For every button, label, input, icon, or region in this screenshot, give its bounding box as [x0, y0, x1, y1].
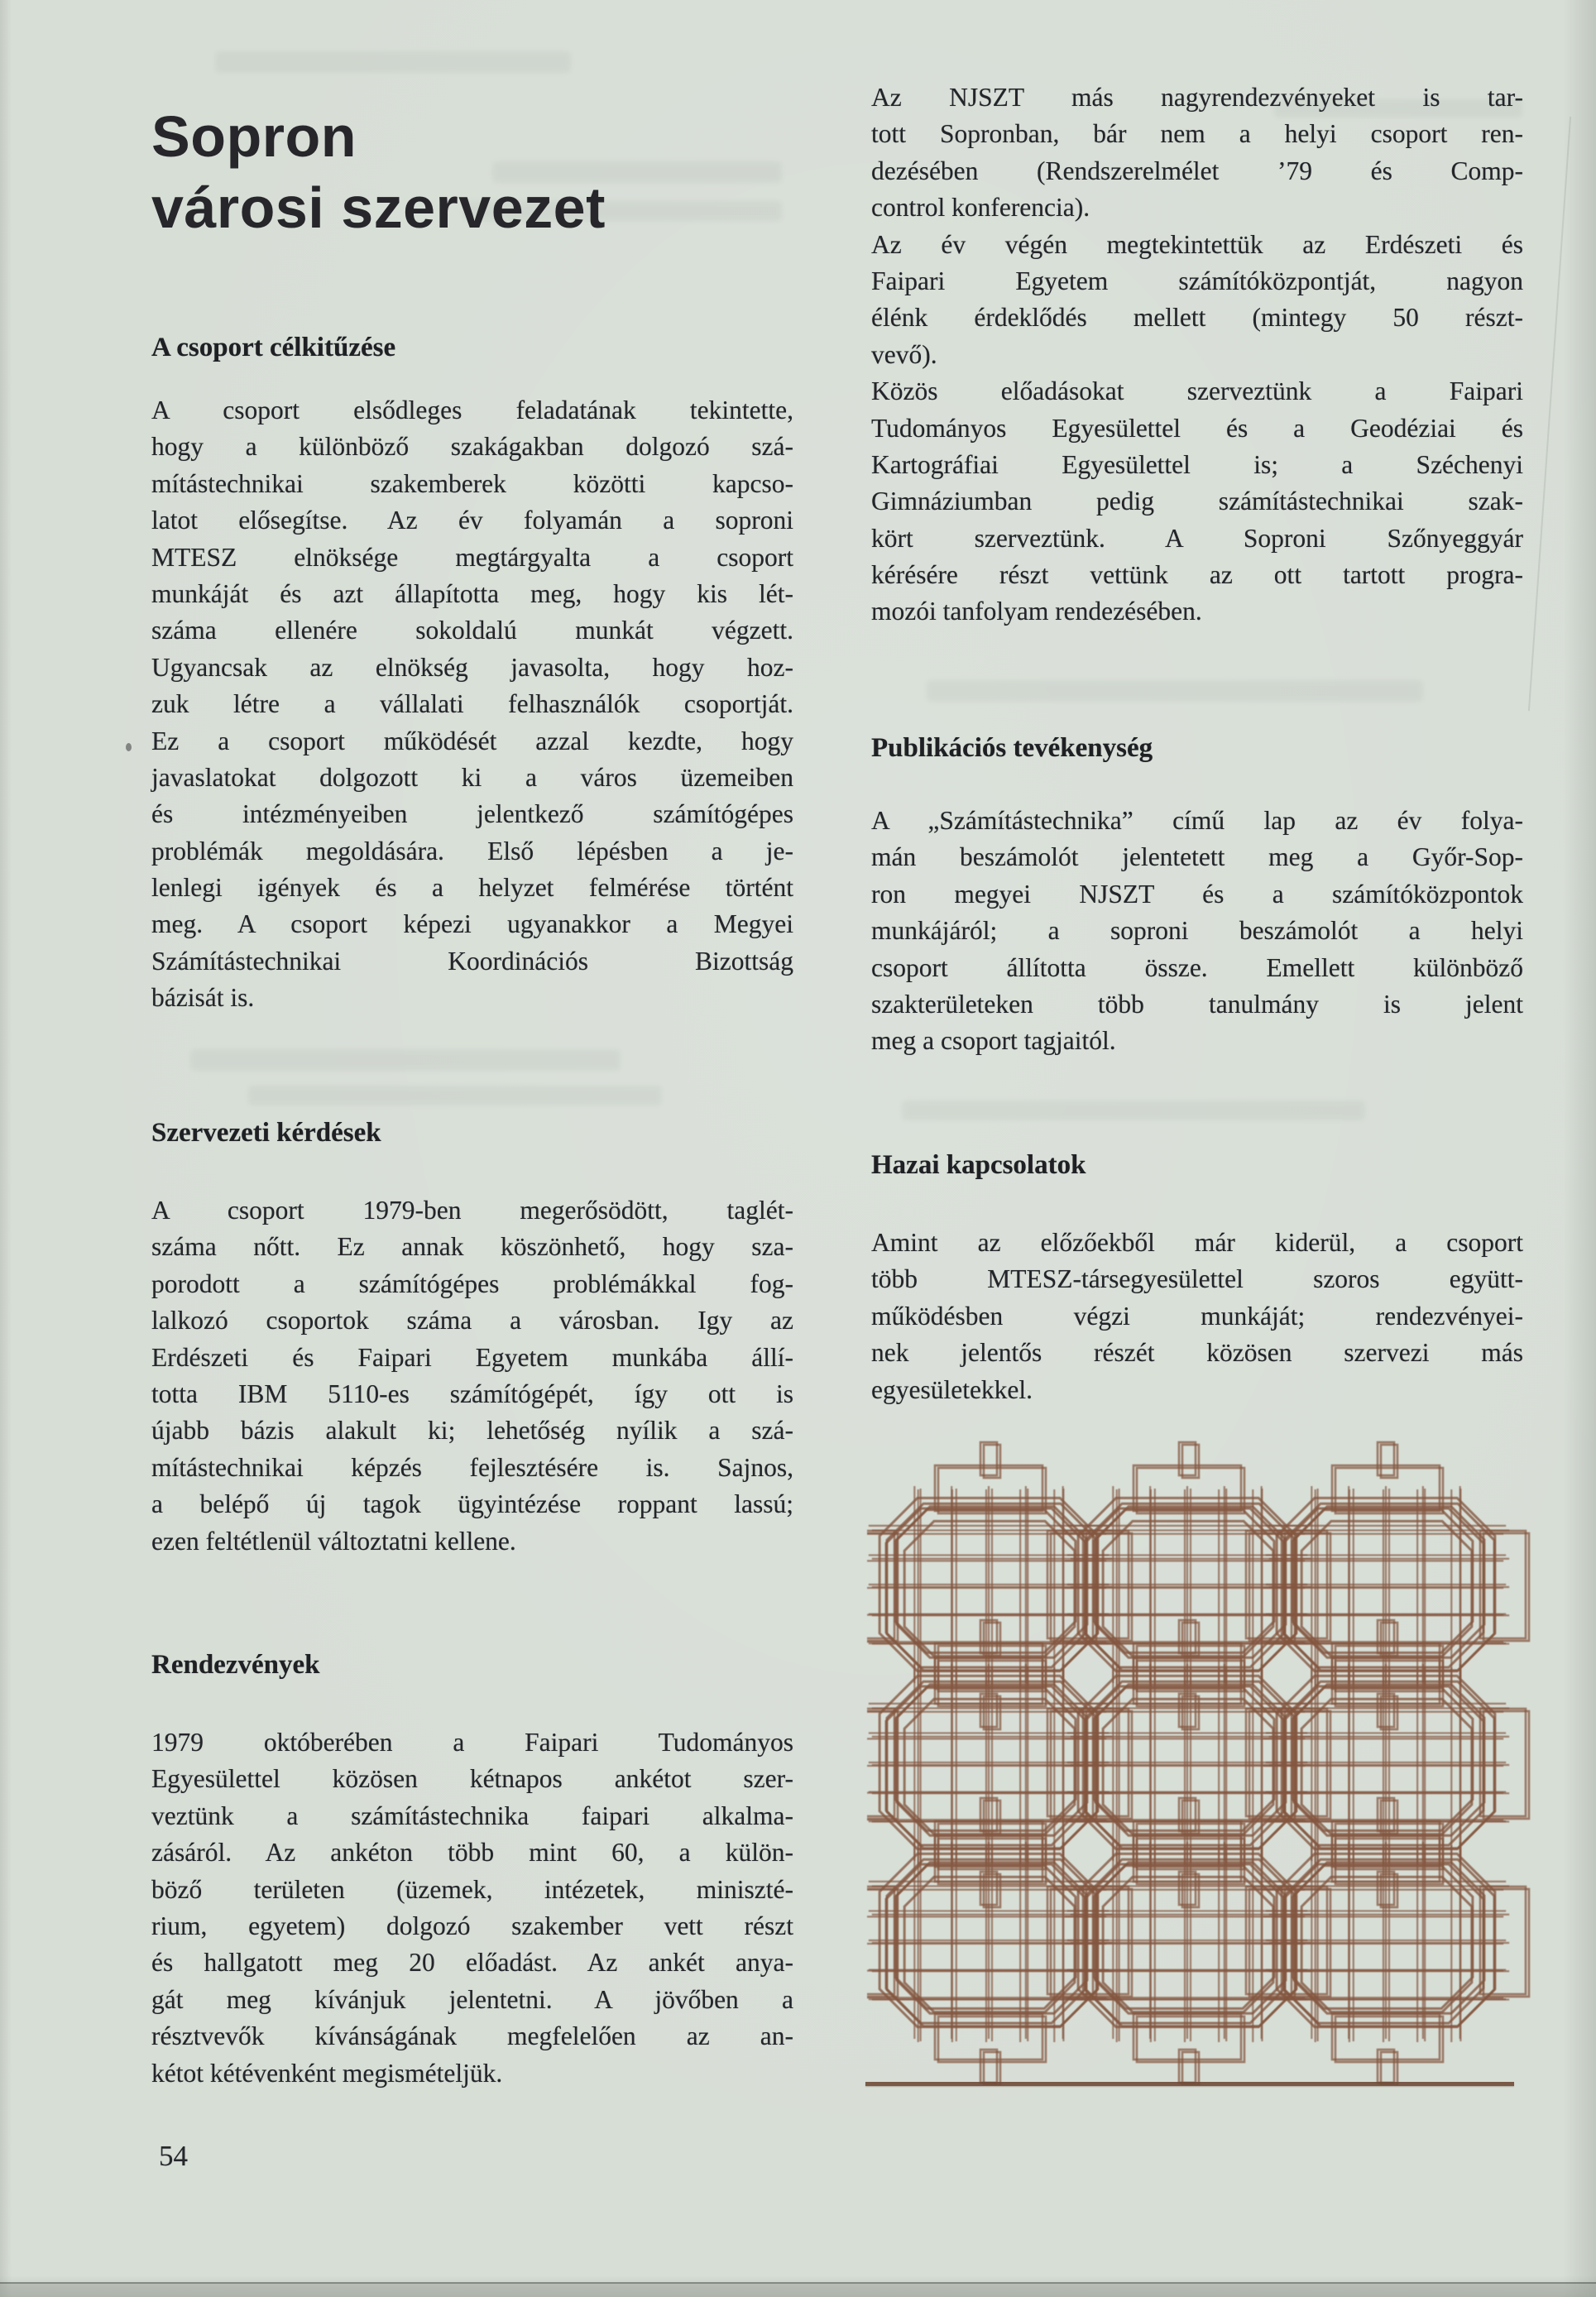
paragraph: [151, 392, 793, 1017]
text-line: javaslatokat dolgozott ki a város üzemeiben: [151, 762, 793, 792]
paragraph: [871, 227, 1523, 374]
bleed-through-smudge: [190, 1049, 621, 1071]
text-line: Közös előadásokat szerveztünk a Faipari: [871, 376, 1523, 406]
text-line: mítástechnikai képzés fejlesztésére is. Sajnos,: [151, 1452, 793, 1482]
bottom-rule: [865, 2082, 1514, 2086]
section-heading-rendezvenyek: Rendezvények: [151, 1650, 320, 1680]
text-line: mozói tanfolyam rendezésében.: [871, 597, 1202, 626]
paragraph: [871, 803, 1523, 1060]
text-line: zuk létre a vállalati felhasználók csoportját.: [151, 689, 793, 719]
text-line: Amint az előzőekből már kiderül, a csoport: [871, 1228, 1523, 1257]
text-line: több MTESZ-társegyesülettel szoros együtt-: [871, 1264, 1523, 1294]
text-line: mán beszámolót jelentetett meg a Győr-Sop-: [871, 842, 1523, 872]
text-line: a belépő új tagok ügyintézése roppant lassú;: [151, 1489, 793, 1519]
section-heading-hazai: Hazai kapcsolatok: [871, 1150, 1086, 1180]
text-line: Kartográfiai Egyesülettel is; a Széchenyi: [871, 449, 1523, 479]
text-line: nek jelentős részét közösen szervezi más: [871, 1338, 1523, 1368]
text-line: meg a csoport tagjaitól.: [871, 1026, 1116, 1056]
text-line: Az év végén megtekintettük az Erdészeti és: [871, 229, 1523, 259]
text-line: szakterületeken több tanulmány is jelent: [871, 989, 1523, 1019]
text-line: A csoport elsődleges feladatának tekintette,: [151, 396, 793, 424]
paper-scratch: [1528, 117, 1571, 711]
text-line: control konferencia).: [871, 193, 1090, 223]
bleed-through-smudge: [248, 1086, 662, 1105]
plotter-art-pattern: [867, 1438, 1537, 2085]
text-line: bázisát is.: [151, 983, 255, 1013]
text-line: veztünk a számítástechnika faipari alkalma-: [151, 1801, 793, 1830]
text-line: ezen feltétlenül változtatni kellene.: [151, 1526, 516, 1556]
text-line: Ez a csoport működését azzal kezdte, hogy: [151, 726, 793, 755]
bleed-through-smudge: [902, 1101, 1365, 1120]
paragraph: [871, 373, 1523, 631]
text-line: 1979 októberében a Faipari Tudományos: [151, 1728, 793, 1757]
text-line: tott Sopronban, bár nem a helyi csoport ren-: [871, 119, 1523, 149]
text-line: ron megyei NJSZT és a számítóközpontok: [871, 879, 1523, 909]
text-line: Számítástechnikai Koordinációs Bizottság: [151, 946, 793, 976]
text-line: lalkozó csoportok száma a városban. Igy az: [151, 1306, 793, 1336]
text-line: csoport állította össze. Emellett különböző: [871, 952, 1523, 982]
article-title-line: városi szervezet: [151, 175, 606, 240]
text-line: kérésére részt vettünk az ott tartott progra-: [871, 560, 1523, 590]
text-line: Egyesülettel közösen kétnapos ankétot szer-: [151, 1764, 793, 1794]
text-line: újabb bázis alakult ki; lehetőség nyílik a szá-: [151, 1416, 793, 1446]
text-line: vevő).: [871, 339, 937, 369]
text-line: Gimnáziumban pedig számítástechnikai szak-: [871, 487, 1523, 516]
text-line: élénk érdeklődés mellett (mintegy 50 részt-: [871, 303, 1523, 333]
article-title-line: Sopron: [151, 104, 357, 169]
bleed-through-smudge: [215, 51, 571, 73]
page-number: 54: [159, 2140, 188, 2172]
text-line: kört szerveztünk. A Soproni Szőnyeggyár: [871, 523, 1523, 553]
text-line: porodott a számítógépes problémákkal fog-: [151, 1268, 793, 1298]
text-line: száma nőtt. Ez annak köszönhető, hogy sza-: [151, 1232, 793, 1262]
paragraph: [871, 1225, 1523, 1408]
text-line: hogy a különböző szakágakban dolgozó szá-: [151, 432, 793, 462]
paragraph: [871, 79, 1523, 227]
text-line: Tudományos Egyesülettel és a Geodéziai és: [871, 413, 1523, 443]
text-line: Az NJSZT más nagyrendezvényeket is tar-: [871, 83, 1523, 112]
paragraph: [151, 1192, 793, 1560]
text-line: Faipari Egyetem számítóközpontját, nagyon: [871, 266, 1523, 295]
text-line: problémák megoldására. Első lépésben a je-: [151, 836, 793, 866]
text-line: Erdészeti és Faipari Egyetem munkába állí-: [151, 1342, 793, 1372]
text-line: és intézményeiben jelentkező számítógépes: [151, 799, 793, 829]
text-line: totta IBM 5110-es számítógépét, így ott is: [151, 1379, 793, 1408]
text-line: zásáról. Az ankéton több mint 60, a külön-: [151, 1838, 793, 1868]
text-line: böző területen (üzemek, intézetek, miniszté-: [151, 1874, 793, 1904]
text-line: latot elősegítse. Az év folyamán a soproni: [151, 506, 793, 535]
text-line: mítástechnikai szakemberek közötti kapcso-: [151, 468, 793, 498]
text-line: munkáját és azt állapította meg, hogy kis lét-: [151, 578, 793, 608]
text-line: és hallgatott meg 20 előadást. Az ankét anya-: [151, 1948, 793, 1978]
ink-speck: [126, 743, 132, 751]
article-title: [151, 101, 606, 243]
text-line: rium, egyetem) dolgozó szakember vett részt: [151, 1911, 793, 1940]
section-heading-publikacios: Publikációs tevékenység: [871, 733, 1153, 763]
paragraph-group: [871, 79, 1523, 631]
text-line: A csoport 1979-ben megerősödött, taglét-: [151, 1196, 793, 1225]
text-line: működésben végzi munkáját; rendezvényei-: [871, 1301, 1523, 1331]
bleed-through-smudge: [927, 680, 1423, 702]
section-heading-celkituzese: A csoport célkitűzése: [151, 333, 396, 362]
text-line: lenlegi igények és a helyzet felmérése történt: [151, 873, 793, 903]
text-line: gát meg kívánjuk jelentetni. A jövőben a: [151, 1984, 793, 2014]
section-heading-szervezeti: Szervezeti kérdések: [151, 1118, 381, 1148]
text-line: meg. A csoport képezi ugyanakkor a Megyei: [151, 909, 793, 939]
text-line: Ugyancsak az elnökség javasolta, hogy hoz-: [151, 652, 793, 682]
text-line: résztvevők kívánságának megfelelően az an-: [151, 2021, 793, 2051]
text-line: A „Számítástechnika” című lap az év folya-: [871, 806, 1523, 835]
text-line: MTESZ elnöksége megtárgyalta a csoport: [151, 542, 793, 572]
text-line: száma ellenére sokoldalú munkát végzett.: [151, 616, 793, 645]
text-line: munkájáról; a soproni beszámolót a helyi: [871, 916, 1523, 946]
text-line: kétot kétévenként megismételjük.: [151, 2058, 503, 2088]
text-line: egyesületekkel.: [871, 1374, 1033, 1404]
text-line: dezésében (Rendszerelmélet ’79 és Comp-: [871, 156, 1523, 185]
scan-edge: [0, 2282, 1596, 2297]
paragraph: [151, 1724, 793, 2092]
